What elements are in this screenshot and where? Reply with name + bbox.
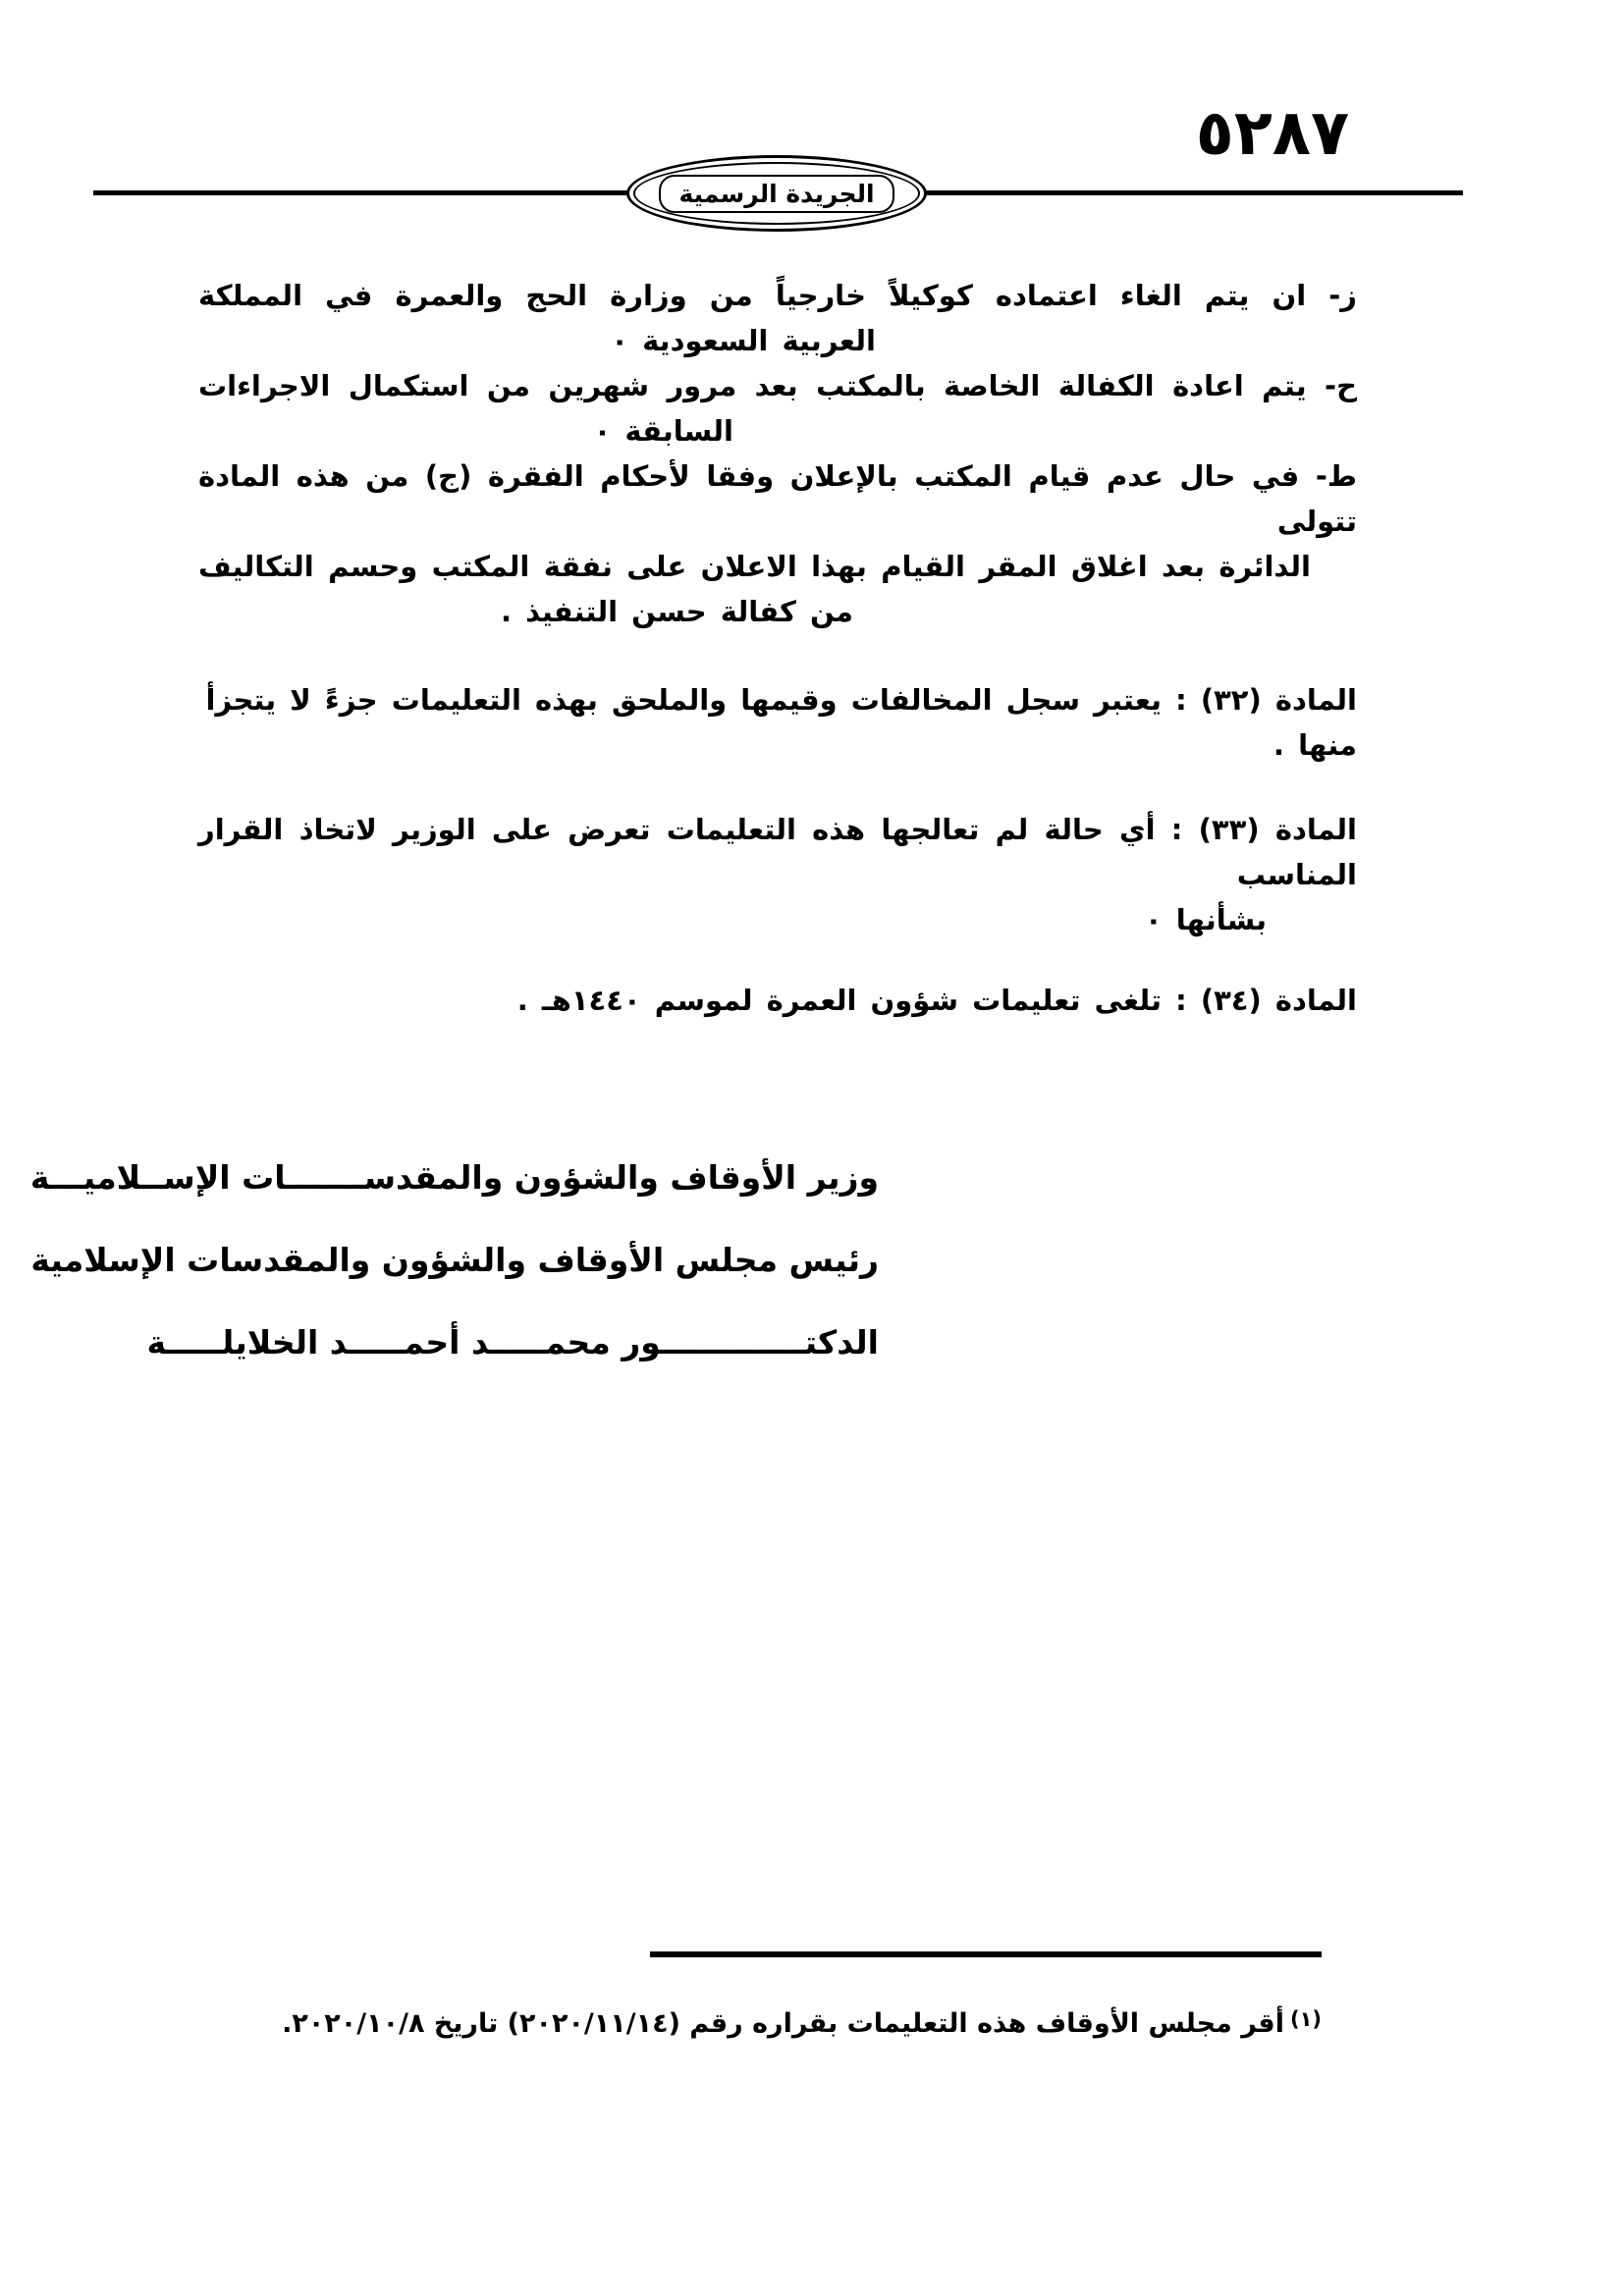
footnote-marker: (١) — [1289, 2007, 1322, 2031]
signature-block — [29, 1137, 879, 1384]
footnote — [282, 2007, 1322, 2039]
clause-t-line1: ط- في حال عدم قيام المكتب بالإعلان وفقا لأحكام الفقرة (ج) من هذه المادة تتولى — [198, 459, 1357, 538]
clause-t-line2: الدائرة بعد اغلاق المقر القيام بهذا الاعلان على نفقة المكتب وحسم التكاليف — [198, 550, 1311, 583]
footnote-rule — [650, 1951, 1322, 1957]
footnote-text: أقر مجلس الأوقاف هذه التعليمات بقراره رقم (٢٠٢٠/١١/١٤) تاريخ ٢٠٢٠/١٠/٨. — [282, 2008, 1284, 2039]
signature-name: الدكتـــــــــــــور محمـــــد أحمـــــد الخلايلـــــة — [146, 1323, 879, 1362]
masthead-badge — [626, 155, 927, 232]
clause-h-line1: ح- يتم اعادة الكفالة الخاصة بالمكتب بعد مرور شهرين من استكمال الاجراءات — [198, 369, 1357, 402]
masthead-title: الجريدة الرسمية — [659, 175, 893, 213]
article-32: المادة (٣٢) : يعتبر سجل المخالفات وقيمها والملحق بهذه التعليمات جزءً لا يتجزأ منها . — [205, 683, 1357, 762]
clause-z-line2: العربية السعودية ٠ — [611, 324, 876, 357]
article-33-line2: بشأنها ٠ — [1144, 903, 1267, 936]
page-number: ٥٢٨٧ — [1195, 97, 1349, 170]
document-body — [198, 273, 1357, 1023]
clause-z-line1: ز- ان يتم الغاء اعتماده كوكيلاً خارجياً من وزارة الحج والعمرة في المملكة — [198, 279, 1357, 312]
clause-h-line2: السابقة ٠ — [593, 414, 733, 448]
clause-t-line3: من كفالة حسن التنفيذ . — [500, 595, 853, 628]
signature-title-line2: رئيس مجلس الأوقاف والشؤون والمقدسات الإسلامية — [30, 1241, 879, 1279]
signature-title-line1: وزير الأوقاف والشؤون والمقدســـــــات الإســلاميـــة — [29, 1158, 879, 1197]
article-34: المادة (٣٤) : تلغى تعليمات شؤون العمرة لموسم ١٤٤٠هـ . — [516, 984, 1357, 1017]
article-33-line1: المادة (٣٣) : أي حالة لم تعالجها هذه التعليمات تعرض على الوزير لاتخاذ القرار المناسب — [198, 813, 1357, 891]
